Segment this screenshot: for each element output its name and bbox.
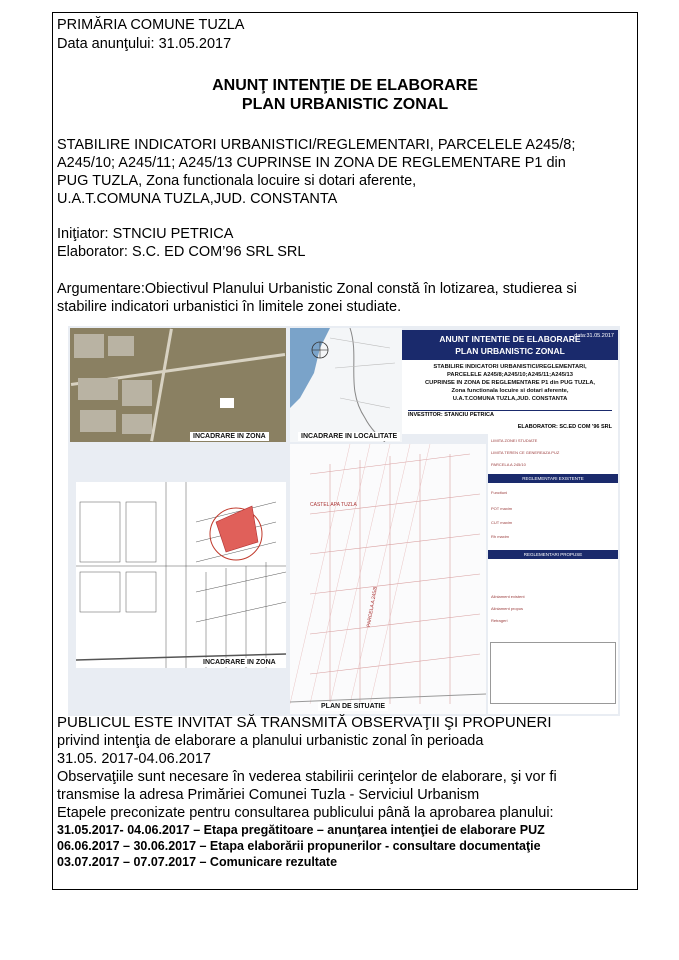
panel-line: Zona functionala locuire si dotari aferente, — [451, 388, 569, 394]
caption-localitate: INCADRARE IN LOCALITATE — [298, 432, 400, 441]
panel-body — [408, 363, 612, 403]
legend-item: LIMITA ZONEI STUDIATE — [491, 438, 538, 443]
argument-line-2: stabilire indicatori urbanistici în limitele zonei studiate. — [57, 299, 402, 315]
title-line-2: PLAN URBANISTIC ZONAL — [241, 96, 449, 113]
caption-situatie: PLAN DE SITUATIE — [318, 702, 388, 711]
subject-line-3: PUG TUZLA, Zona functionala locuire si dotari aferente, — [57, 173, 417, 189]
cadastral-map — [76, 482, 286, 668]
institution-name: PRIMĂRIA COMUNE TUZLA — [57, 17, 245, 33]
panel-investor: INVESTITOR: STANCIU PETRICA — [408, 410, 612, 418]
invitation-line-1: PUBLICUL ESTE INVITAT SĂ TRANSMITĂ OBSERVAŢII ŞI PROPUNERI — [57, 714, 552, 731]
locality-map — [290, 328, 402, 442]
street-label: CASTEL APA TUZLA — [310, 502, 357, 508]
announcement-date: Data anunţului: 31.05.2017 — [57, 36, 232, 52]
argument-line-1: Argumentare:Obiectivul Planului Urbanistic Zonal constă în lotizarea, studierea si — [57, 281, 577, 297]
legend-item: Functiuni — [491, 490, 508, 495]
panel-elaborator: ELABORATOR: SC.ED COM '96 SRL — [517, 424, 612, 430]
legend-band-existing: REGLEMENTARI EXISTENTE — [488, 474, 618, 483]
legend-item: POT maxim — [491, 506, 513, 511]
elaborator-line: Elaborator: S.C. ED COM’96 SRL SRL — [57, 244, 306, 260]
legend-item: Retrageri — [491, 618, 508, 623]
subject-line-4: U.A.T.COMUNA TUZLA,JUD. CONSTANTA — [57, 191, 338, 207]
invitation-line-4: Observaţiile sunt necesare în vederea stabilirii cerinţelor de elaborare, şi vor fi — [57, 769, 557, 785]
panel-line: CUPRINSE IN ZONA DE REGLEMENTARE P1 din PUG TUZLA, — [424, 380, 596, 386]
panel-line: PARCELELE A245/8;A245/10;A245/11;A245/13 — [447, 372, 573, 378]
panel-date: data:31.05.2017 — [574, 333, 614, 339]
legend-item: Aliniament existent — [491, 594, 525, 599]
plan-legend — [488, 434, 618, 714]
legend-item: PARCELA A 245/10 — [491, 462, 526, 467]
stage-3: 03.07.2017 – 07.07.2017 – Comunicare rezultate — [57, 855, 338, 869]
stage-1: 31.05.2017- 04.06.2017 – Etapa pregătitoare – anunţarea intenţiei de elaborare PUZ — [57, 823, 545, 837]
subject-line-2: A245/10; A245/11; A245/13 CUPRINSE IN ZONA DE REGLEMENTARE P1 din — [57, 155, 566, 171]
urban-plan-figure — [68, 326, 620, 716]
panel-line: STABILIRE INDICATORI URBANISTICI/REGLEMENTARI, — [433, 364, 587, 370]
announcement-panel — [402, 330, 618, 434]
invitation-line-5: transmise la adresa Primăriei Comunei Tuzla - Serviciul Urbanism — [57, 787, 480, 803]
caption-plan-zona: INCADRARE IN ZONA — [200, 658, 279, 667]
site-plan — [290, 444, 486, 714]
legend-band-proposed: REGLEMENTARI PROPUSE — [488, 550, 618, 559]
title-block — [490, 642, 616, 704]
satellite-map — [70, 328, 286, 442]
parcel-label: PARCELA A 245/8 — [365, 586, 379, 628]
legend-item: LIMITA TEREN CE GENEREAZA PUZ — [491, 450, 560, 455]
legend-item: Aliniament propus — [491, 606, 524, 611]
panel-line: U.A.T.COMUNA TUZLA,JUD. CONSTANTA — [452, 396, 568, 402]
title-line-1: ANUNŢ INTENŢIE DE ELABORARE — [212, 77, 478, 94]
panel-title-1: ANUNT INTENTIE DE ELABORARE — [439, 334, 581, 344]
caption-zona: INCADRARE IN ZONA — [190, 432, 269, 441]
invitation-line-2: privind intenţia de elaborare a planului urbanistic zonal în perioada — [57, 733, 484, 749]
initiator-line: Iniţiator: STNCIU PETRICA — [57, 226, 234, 242]
subject-line-1: STABILIRE INDICATORI URBANISTICI/REGLEMENTARI, PARCELELE A245/8; — [57, 137, 576, 153]
stage-2: 06.06.2017 – 30.06.2017 – Etapa elaborării propunerilor - consultare documentaţie — [57, 839, 541, 853]
invitation-line-6: Etapele preconizate pentru consultarea publicului până la aprobarea planului: — [57, 805, 554, 821]
invitation-period: 31.05. 2017-04.06.2017 — [57, 751, 211, 767]
legend-item: CUT maxim — [491, 520, 513, 525]
legend-item: Rh maxim — [491, 534, 510, 539]
panel-title-2: PLAN URBANISTIC ZONAL — [455, 346, 565, 356]
